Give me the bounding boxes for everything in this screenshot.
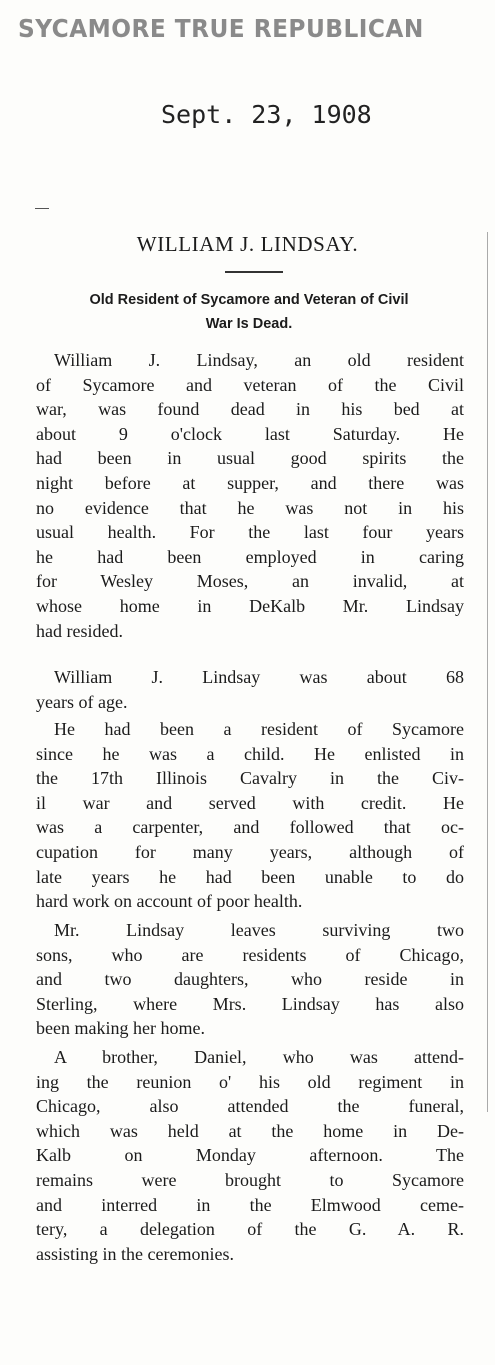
article-line: William J. Lindsay, an old resident	[54, 350, 464, 370]
article-line: Chicago, also attended the funeral,	[36, 1096, 464, 1117]
article-line: Kalb on Monday afternoon. The	[36, 1145, 464, 1166]
article-line: of Sycamore and veteran of the Civil	[36, 374, 464, 395]
article-headline: WILLIAM J. LINDSAY.	[136, 232, 359, 256]
article-line: A brother, Daniel, who was attend-	[54, 1047, 464, 1067]
article-line: which was held at the home in De-	[36, 1120, 464, 1141]
article-line: for Wesley Moses, an invalid, at	[36, 571, 464, 592]
article-line: assisting in the ceremonies.	[36, 1243, 234, 1264]
article-line: ing the reunion o' his old regiment in	[36, 1071, 464, 1092]
article-line: il war and served with credit. He	[36, 792, 464, 813]
article-line: He had been a resident of Sycamore	[54, 719, 464, 739]
article-line: and two daughters, who reside in	[36, 969, 464, 990]
article-line: hard work on account of poor health.	[36, 891, 303, 912]
article-line: since he was a child. He enlisted in	[36, 743, 464, 764]
article-line: late years he had been unable to do	[36, 866, 464, 887]
article-line: sons, who are residents of Chicago,	[36, 944, 464, 965]
article-line: cupation for many years, although of	[36, 841, 464, 862]
article-line: was a carpenter, and followed that oc-	[36, 817, 464, 838]
article-line: night before at supper, and there was	[36, 472, 464, 493]
article-subheadline	[40, 288, 458, 336]
article-paragraph	[36, 918, 464, 1041]
article-line: been making her home.	[36, 1018, 205, 1039]
article-line: and interred in the Elmwood ceme-	[36, 1194, 464, 1215]
article-paragraph	[36, 717, 464, 914]
article-paragraph	[36, 665, 464, 714]
newspaper-name-stamp: SYCAMORE TRUE REPUBLICAN	[18, 14, 424, 43]
column-edge-line	[487, 232, 488, 1112]
headline-rule	[225, 271, 283, 273]
article-line: the 17th Illinois Cavalry in the Civ-	[36, 768, 464, 789]
article-line: tery, a delegation of the G. A. R.	[36, 1219, 464, 1240]
article-paragraph	[36, 1045, 464, 1266]
article-line: years of age.	[36, 691, 128, 712]
article-line: William J. Lindsay was about 68	[54, 667, 464, 687]
article-line: whose home in DeKalb Mr. Lindsay	[36, 595, 464, 616]
article-line: usual health. For the last four years	[36, 522, 464, 543]
subheadline-line: Old Resident of Sycamore and Veteran of Civil	[89, 292, 409, 308]
margin-mark	[35, 208, 49, 209]
article-line: had been in usual good spirits the	[36, 448, 464, 469]
article-line: about 9 o'clock last Saturday. He	[36, 423, 464, 444]
article-line: had resided.	[36, 620, 123, 641]
subheadline-line: War Is Dead.	[205, 316, 293, 332]
article-line: remains were brought to Sycamore	[36, 1169, 464, 1190]
article-line: war, was found dead in his bed at	[36, 399, 464, 420]
article-line: no evidence that he was not in his	[36, 497, 464, 518]
article-line: Mr. Lindsay leaves surviving two	[54, 920, 464, 940]
publication-date: Sept. 23, 1908	[161, 100, 372, 129]
article-line: he had been employed in caring	[36, 546, 464, 567]
article-line: Sterling, where Mrs. Lindsay has also	[36, 993, 464, 1014]
article-paragraph	[36, 348, 464, 643]
